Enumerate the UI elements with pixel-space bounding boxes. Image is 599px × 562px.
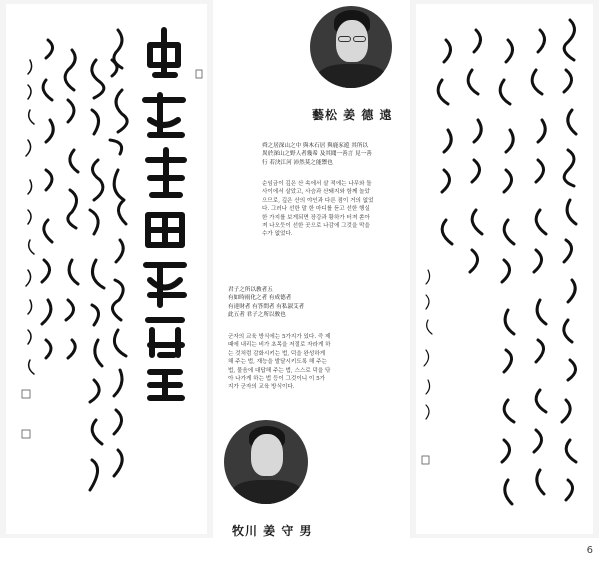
text-top-korean	[262, 180, 412, 239]
text-line: 수가 없었다.	[262, 231, 293, 238]
text-bottom-hanja	[228, 286, 378, 320]
text-top-hanja	[262, 142, 412, 167]
text-line: 異於深山之野人者幾希 及其聞一善言 見一善	[262, 151, 372, 158]
text-line: 으므로, 깊은 산의 야인과 다른 점이 거의 없었	[262, 197, 374, 204]
text-line: 져 나오듯이 선한 곳으로 나감에 그것을 막을	[262, 223, 370, 230]
text-line: 行 若決江河 沛然莫之能禦也	[262, 159, 333, 166]
name-bottom: 牧川 姜 守 男	[232, 524, 313, 538]
text-line: 此五者 君子之所以敎也	[228, 312, 286, 319]
left-signature	[26, 60, 34, 374]
text-line: 해 주는 법, 재능을 발달시키도록 해 주는	[228, 359, 327, 366]
text-line: 때에 내리는 비가 초목을 저절로 자라게 하	[228, 342, 331, 349]
text-line: 법, 물음에 대답해 주는 법, 스스로 덕을 닦	[228, 367, 331, 374]
portrait-photo-kang-deok-won	[310, 6, 392, 88]
text-bottom-korean	[228, 333, 378, 392]
text-line: 는 것처럼 감화시키는 법, 덕을 완성하게	[228, 350, 326, 357]
text-line: 군자의 교육 방식에는 5가지가 있다. 즉 제	[228, 334, 331, 340]
page-number: 6	[586, 545, 593, 556]
text-line: 君子之所以敎者五	[228, 287, 273, 293]
name-top: 藝松 姜 德 遠	[312, 108, 393, 122]
text-line: 有達財者 有答問者 有私淑艾者	[228, 303, 305, 310]
text-line: 사이에서 살았고, 사슴과 산돼지와 함께 놀았	[262, 189, 370, 196]
cursive-columns-right	[438, 20, 576, 504]
cursive-columns-left	[42, 30, 127, 490]
right-signature	[424, 270, 432, 419]
text-line: 有如時雨化之者 有成德者	[228, 295, 292, 302]
text-line: 순임금이 깊은 산 속에서 살 적에는 나무와 돌	[262, 181, 372, 187]
text-line: 다. 그러나 선한 말 한 마디를 듣고 선한 행실	[262, 206, 370, 213]
portrait-photo-kang-su-nam	[224, 420, 308, 504]
text-line: 舜之居深山之中 與木石居 與鹿豕遊 其所以	[262, 143, 369, 149]
text-line: 아 나가게 하는 법 등이 그것이니 이 5가	[228, 376, 326, 383]
text-line: 한 가지를 보게되면 장강과 황하가 터져 쏟아	[262, 214, 370, 221]
text-line: 지가 군자의 교육 방식이다.	[228, 384, 295, 391]
seal-script-column	[145, 30, 184, 398]
